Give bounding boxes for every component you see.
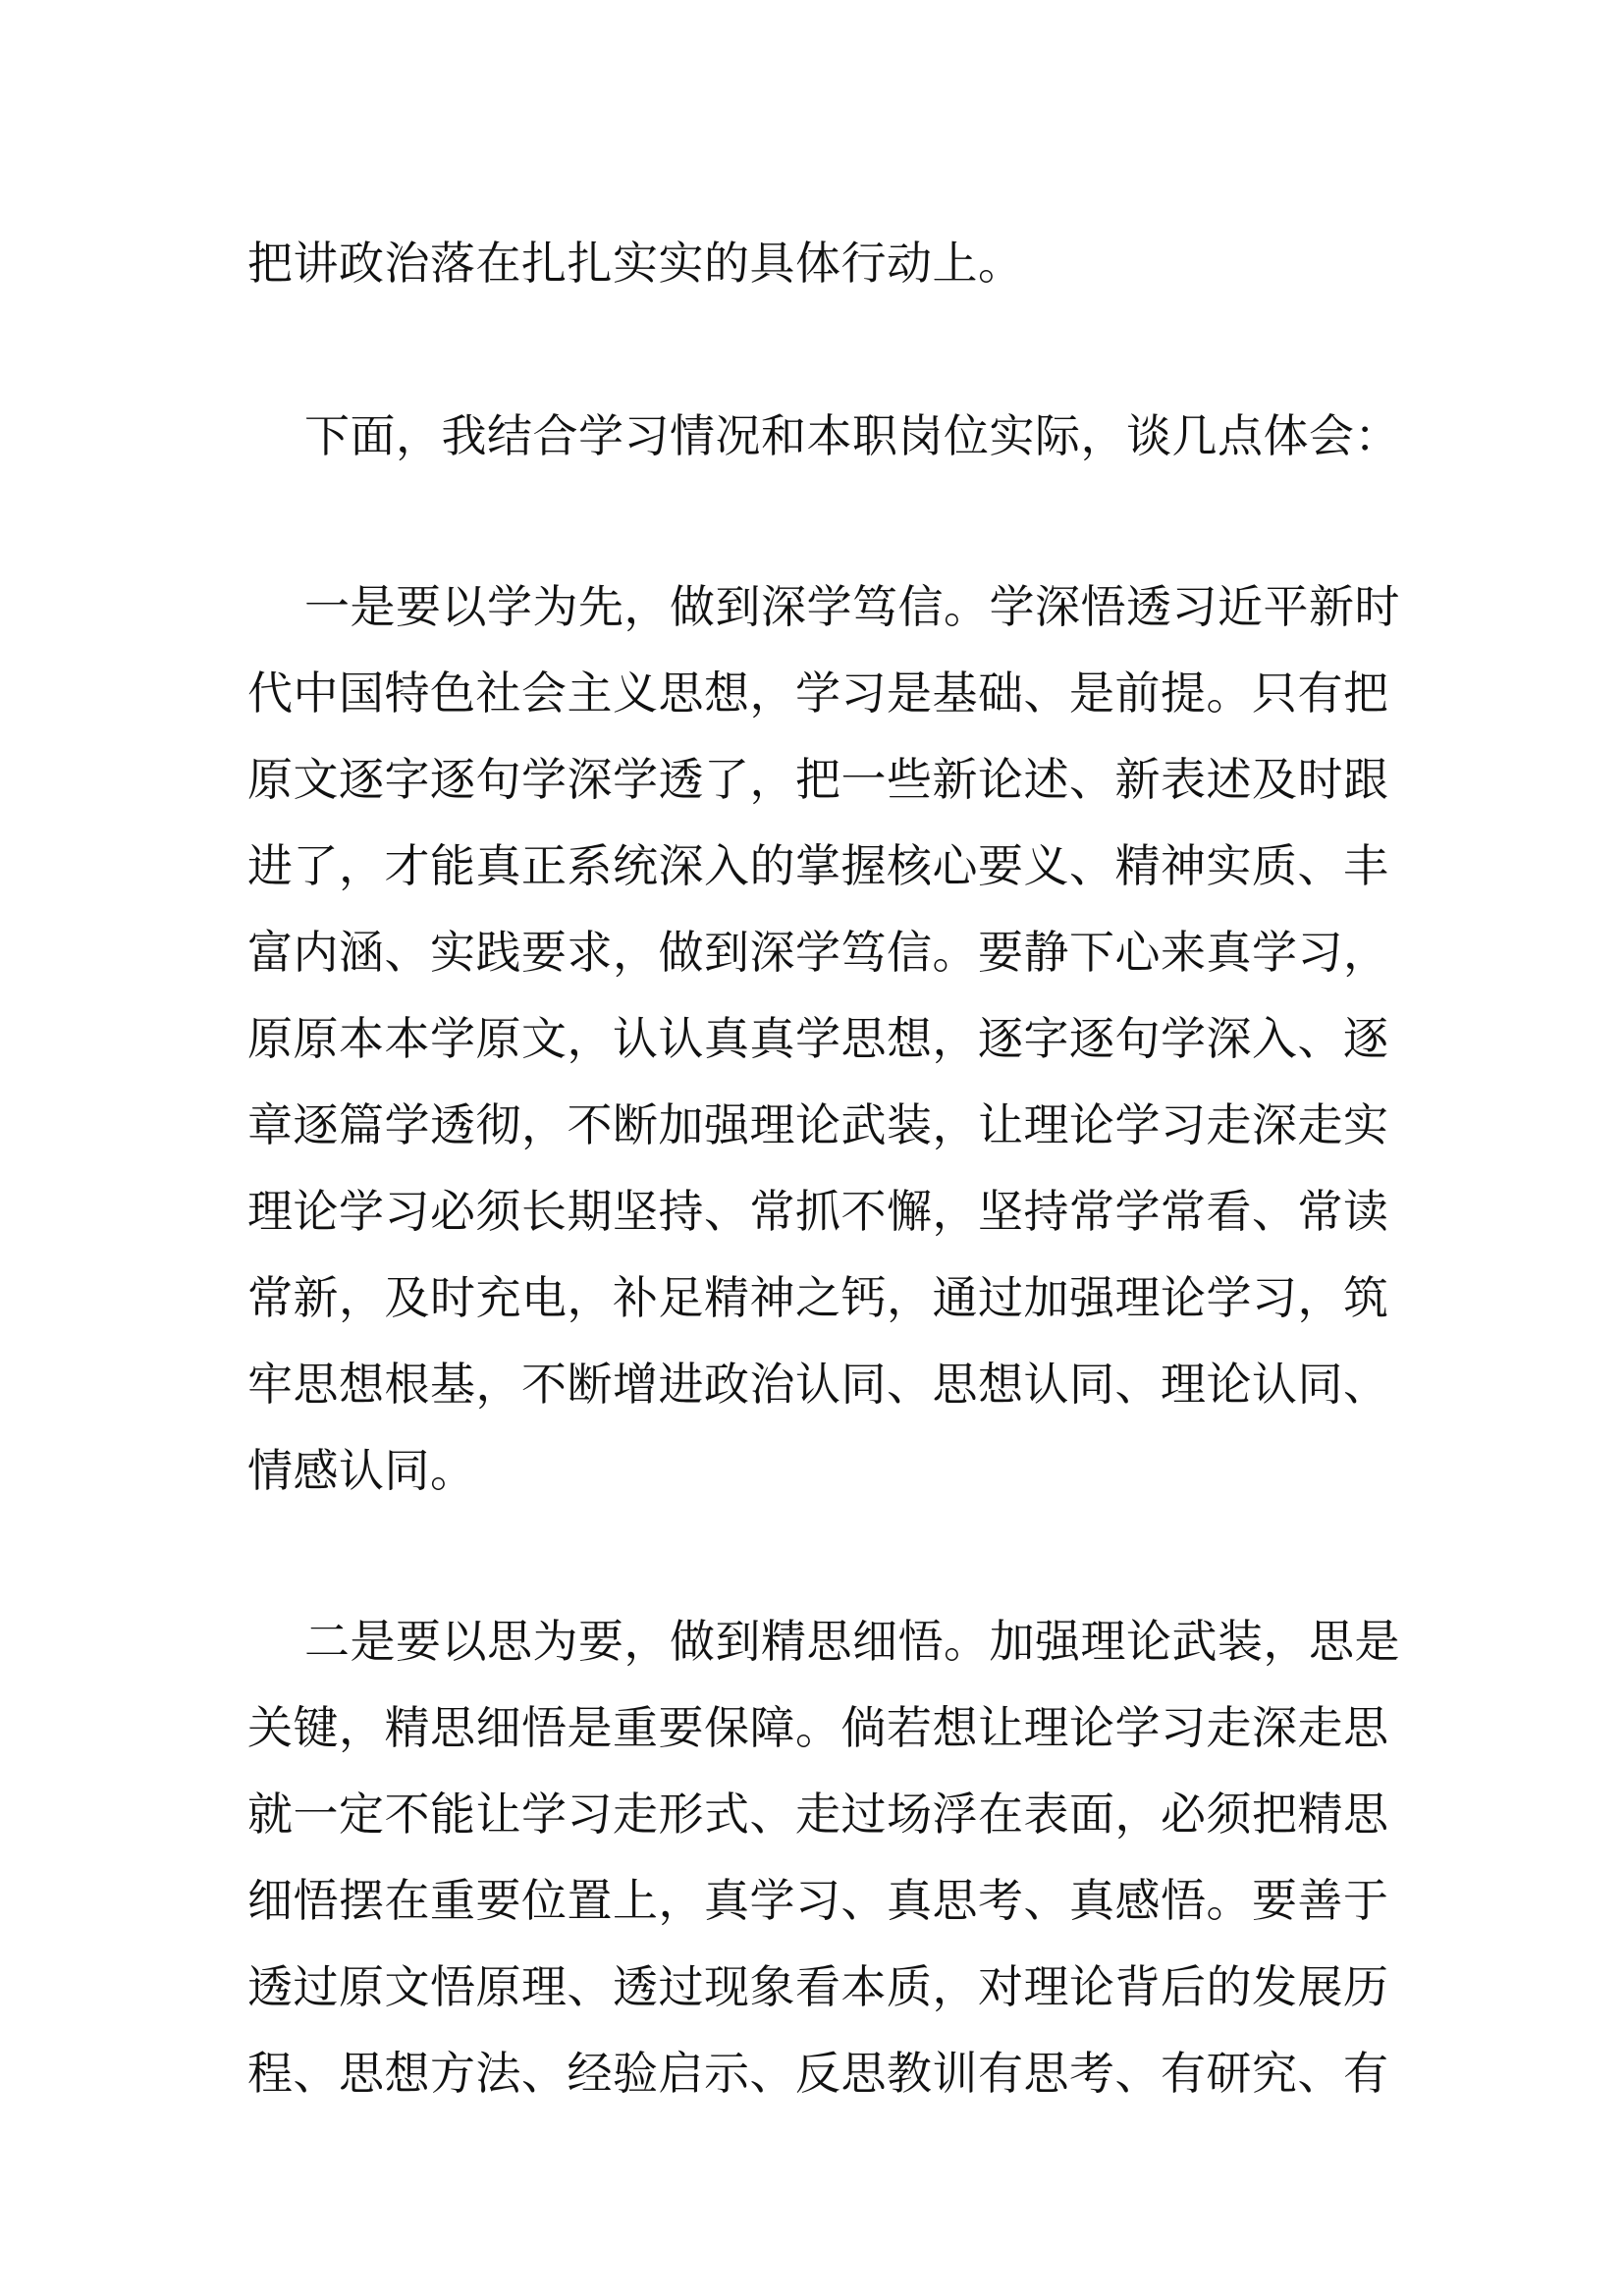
text-line: 富内涵、实践要求，做到深学笃信。要静下心来真学习， (247, 926, 1389, 979)
text-line: 程、思想方法、经验启示、反思教训有思考、有研究、有 (247, 2047, 1389, 2100)
text-line: 细悟摆在重要位置上，真学习、真思考、真感悟。要善于 (247, 1874, 1389, 1927)
text-line: 下面，我结合学习情况和本职岗位实际，谈几点体会： (304, 409, 1400, 462)
text-line: 进了，才能真正系统深入的掌握核心要义、精神实质、丰 (247, 839, 1389, 892)
text-line: 牢思想根基，不断增进政治认同、思想认同、理论认同、 (247, 1358, 1389, 1411)
text-line: 原原本本学原文，认认真真学思想，逐字逐句学深入、逐 (247, 1012, 1389, 1065)
text-line: 理论学习必须长期坚持、常抓不懈，坚持常学常看、常读 (247, 1185, 1389, 1238)
text-line: 把讲政治落在扎扎实实的具体行动上。 (247, 237, 1024, 290)
text-line: 透过原文悟原理、透过现象看本质，对理论背后的发展历 (247, 1960, 1389, 2013)
text-line: 关键，精思细悟是重要保障。倘若想让理论学习走深走思 (247, 1701, 1389, 1754)
text-line: 原文逐字逐句学深学透了，把一些新论述、新表述及时跟 (247, 753, 1389, 806)
text-line: 就一定不能让学习走形式、走过场浮在表面，必须把精思 (247, 1788, 1389, 1841)
paragraph-2-first-line: 二是要以思为要，做到精思细悟。加强理论武装，思是 (304, 1615, 1400, 1668)
text-line: 情感认同。 (247, 1444, 476, 1497)
text-line: 代中国特色社会主义思想，学习是基础、是前提。只有把 (247, 667, 1389, 720)
text-line: 章逐篇学透彻，不断加强理论武装，让理论学习走深走实 (247, 1098, 1389, 1151)
paragraph-1-first-line: 一是要以学为先，做到深学笃信。学深悟透习近平新时 (304, 580, 1400, 633)
text-line: 常新，及时充电，补足精神之钙，通过加强理论学习，筑 (247, 1271, 1389, 1324)
